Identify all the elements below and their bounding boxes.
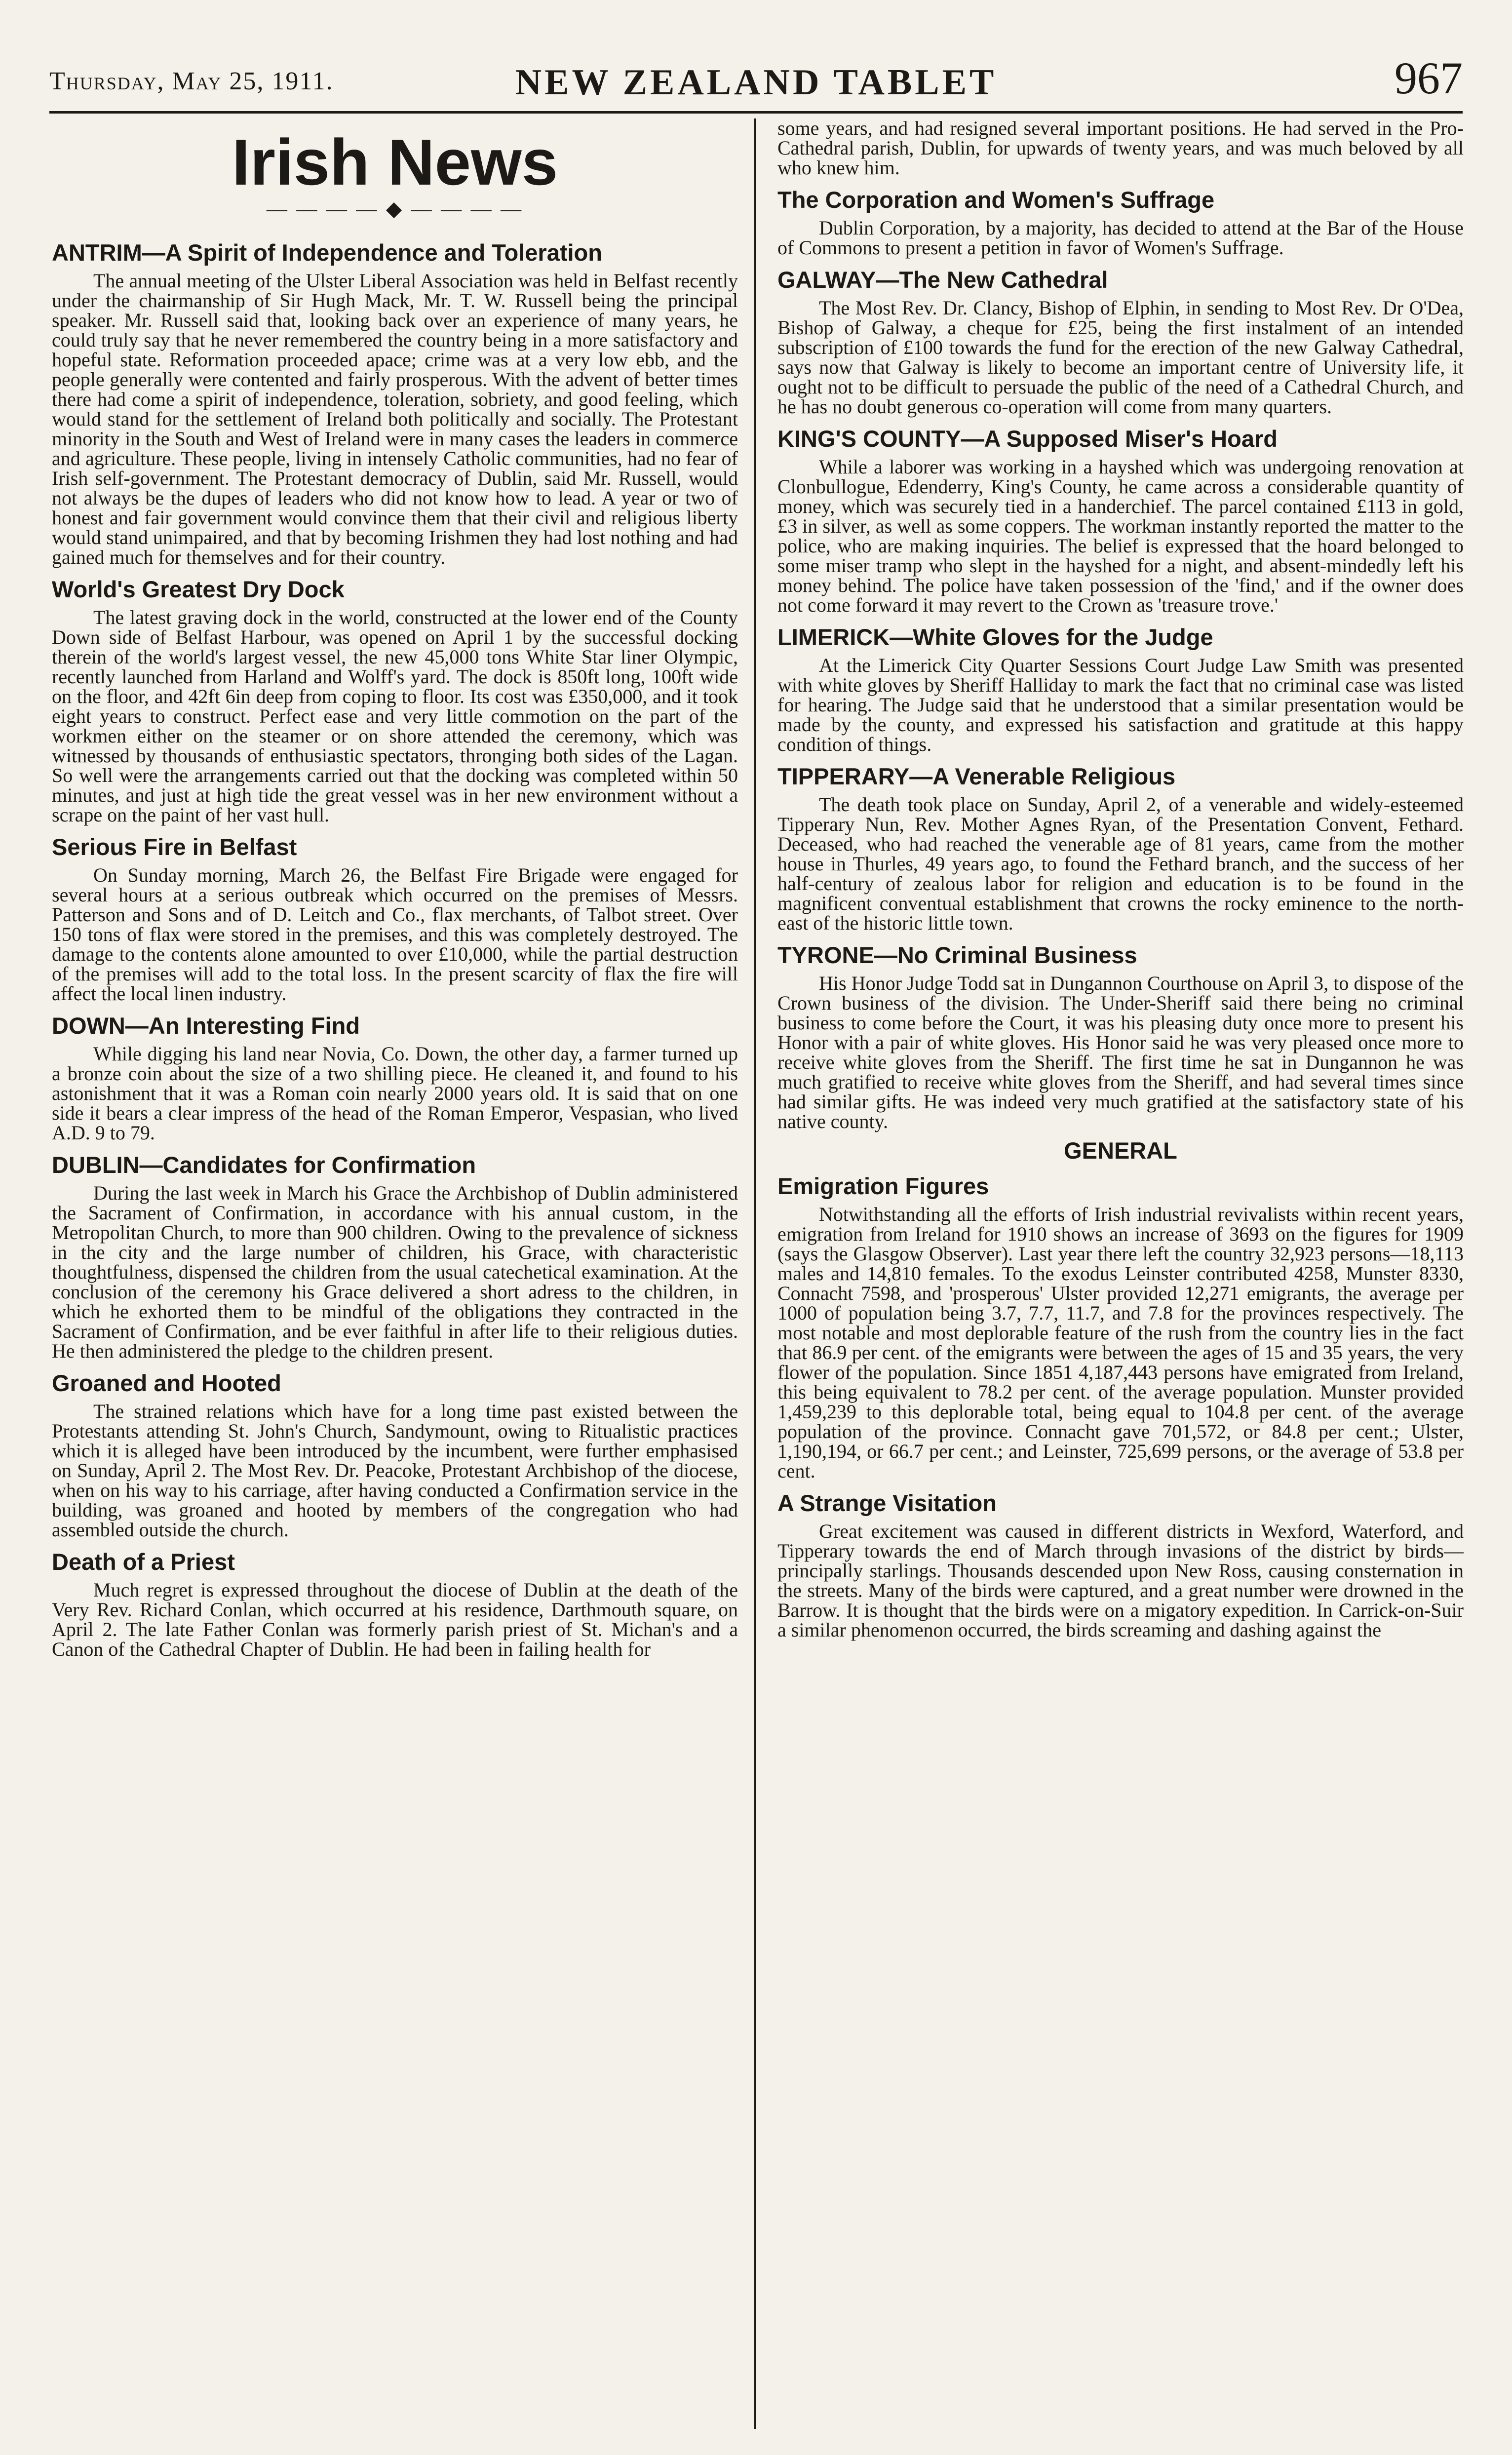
page-number: 967 bbox=[1395, 53, 1463, 103]
section-heading: TIPPERARY—A Venerable Religious bbox=[777, 763, 1176, 790]
newspaper-title: NEW ZEALAND TABLET bbox=[515, 62, 997, 103]
column-divider bbox=[754, 118, 756, 2429]
right-column bbox=[777, 118, 1464, 1640]
continued-paragraph: some years, and had resigned several important positions. He had served in the Pro-Cathedral parish, Dublin, for upwards of twenty years, and was much beloved by all who knew him. bbox=[777, 117, 1464, 179]
general-heading: GENERAL bbox=[1064, 1137, 1177, 1164]
section-heading: Serious Fire in Belfast bbox=[52, 833, 297, 860]
section-heading: GALWAY—The New Cathedral bbox=[777, 267, 1108, 293]
issue-date: Thursday, May 25, 1911. bbox=[49, 67, 334, 95]
left-column bbox=[52, 118, 738, 1659]
title-ornament: — — — — ◆ — — — — bbox=[266, 197, 524, 221]
article-paragraph: At the Limerick City Quarter Sessions Court Judge Law Smith was presented with white gloves by Sheriff Halliday to mark the fact that no criminal case was listed for hearing. The Judge said that he understood that a similar presentation would be made by the county, and expressed his satisfaction and gratitude at this happy condition of things. bbox=[777, 654, 1464, 756]
article-paragraph: While digging his land near Novia, Co. Down, the other day, a farmer turned up a bronze coin about the size of a two shilling piece. He cleaned it, and found to his astonishment that it was a Roman coin nearly 2000 years old. It is said that on one side it bears a clear impress of the head of the Roman Emperor, Vespasian, who lived A.D. 9 to 79. bbox=[52, 1042, 738, 1144]
article-paragraph: Much regret is expressed throughout the diocese of Dublin at the death of the Very Rev. Richard Conlan, which occurred at his residence, Darthmouth square, on April 2. The late Father Conlan was formerly parish priest of St. Michan's and a Canon of the Cathedral Chapter of Dublin. He had been in failing health for bbox=[52, 1578, 738, 1660]
article-paragraph: The latest graving dock in the world, constructed at the lower end of the County Down side of Belfast Harbour, was opened on April 1 by the successful docking therein of the world's largest vessel, the new 45,000 tons White Star liner Olympic, recently launched from Harland and Wolff's yard. The dock is 850ft long, 100ft wide on the floor, and 42ft 6in deep from coping to floor. Its cost was £350,000, and it took eight years to construct. Perfect ease and very little commotion on the part of the workmen either on the steamer or on shore attended the ceremony, which was witnessed by thousands of enthusiastic spectators, thronging both sides of the Lagan. So well were the arrangements carried out that the docking was completed within 50 minutes, and just at high tide the great vessel was in her new environment without a scrape on the paint of her vast hull. bbox=[52, 606, 738, 826]
article-paragraph: The death took place on Sunday, April 2, of a venerable and widely-esteemed Tipperary Nun, Rev. Mother Agnes Ryan, of the Presentation Convent, Fethard. Deceased, who had reached the venerable age of 81 years, came from the mother house in Thurles, 49 years ago, to found the Fethard branch, and the success of her half-century of zealous labor for religion and education is to be found in the magnificent conventual establishment that crowns the rocky eminence to the north-east of the historic little town. bbox=[777, 793, 1464, 935]
section-heading: Groaned and Hooted bbox=[52, 1369, 281, 1396]
article-paragraph: His Honor Judge Todd sat in Dungannon Courthouse on April 3, to dispose of the Crown business of the division. The Under-Sheriff said there being no criminal business to come before the Court, it was his pleasing duty once more to present his Honor with a pair of white gloves. His Honor said he was very pleased once more to receive white gloves from the Sheriff. The first time he sat in Dungannon he was much gratified to receive white gloves from the Sheriff, and had several times since had similar gifts. He was indeed very much gratified at the satisfactory state of his native county. bbox=[777, 972, 1464, 1133]
article-paragraph: On Sunday morning, March 26, the Belfast Fire Brigade were engaged for several hours at a serious outbreak which occurred on the premises of Messrs. Patterson and Sons and of D. Leitch and Co., flax merchants, of Talbot street. Over 150 tons of flax were stored in the premises, and this was completely destroyed. The damage to the contents alone amounted to over £10,000, while the partial destruction of the premises will add to the total loss. In the present scarcity of flax the fire will affect the local linen industry. bbox=[52, 863, 738, 1005]
article-paragraph: The Most Rev. Dr. Clancy, Bishop of Elphin, in sending to Most Rev. Dr O'Dea, Bishop of Galway, a cheque for £25, being the first instalment of an intended subscription of £100 towards the fund for the erection of the new Galway Cathedral, says now that Galway is likely to become an important centre of University life, it ought not to be difficult to persuade the public of the need of a Cathedral Church, and he has no doubt generous co-operation will come from many quarters. bbox=[777, 297, 1464, 418]
section-heading: TYRONE—No Criminal Business bbox=[777, 942, 1137, 969]
section-heading: DUBLIN—Candidates for Confirmation bbox=[52, 1151, 476, 1178]
article-paragraph: While a laborer was working in a hayshed which was undergoing renovation at Clonbullogue, Edenderry, King's County, he came across a considerable quantity of money, which was securely tied in a handerchief. The parcel contained £113 in gold, £3 in silver, as well as some coppers. The workman instantly reported the matter to the police, who are making inquiries. The belief is expressed that the hoard belonged to some miser tramp who slept in the hayshed for a night, and absent-mindedly left his money behind. The police have taken possession of the 'find,' and if the owner does not come forward it may revert to the Crown as 'treasure trove.' bbox=[777, 456, 1464, 617]
section-heading: Death of a Priest bbox=[52, 1548, 235, 1575]
section-heading: LIMERICK—White Gloves for the Judge bbox=[777, 624, 1213, 651]
article-paragraph: Notwithstanding all the efforts of Irish industrial revivalists within recent years, emigration from Ireland for 1910 shows an increase of 3693 on the figures for 1909 (says the Glasgow Observer). Last year there left the country 32,923 persons—18,113 males and 14,810 females. To the exodus Leinster contributed 4258, Munster 8330, Connacht 7598, and 'prosperous' Ulster provided 12,271 emigrants, the average per 1000 of population being 3.7, 7.7, 11.7, and 7.8 for the provinces respectively. The most notable and most deplorable feature of the rush from the country lies in the fact that 86.9 per cent. of the emigrants were between the ages of 15 and 35 years, the very flower of the population. Since 1851 4,187,443 persons have emigrated from Ireland, this being equivalent to 78.2 per cent. of the average population. Munster provided 1,459,239 to this deplorable total, being equal to 104.8 per cent. of the average population of the province. Connacht gave 701,572, or 84.8 per cent.; Ulster, 1,190,194, or 66.7 per cent.; and Leinster, 725,699 persons, or the average of 53.8 per cent. bbox=[777, 1203, 1464, 1482]
page-title: Irish News bbox=[232, 126, 558, 198]
article-paragraph: During the last week in March his Grace the Archbishop of Dublin administered the Sacrament of Confirmation, in accordance with his annual custom, in the Metropolitan Church, to more than 900 children. Owing to the prevalence of sickness in the city and the large number of children, his Grace, with characteristic thoughtfulness, dispensed the children from the usual catechetical examination. At the conclusion of the ceremony his Grace delivered a short adress to the children, in which he exhorted them to be mindful of the obligations they contracted in the Sacrament of Confirmation, and be ever faithful in after life to their religious duties. He then administered the pledge to the children present. bbox=[52, 1181, 738, 1362]
section-heading: ANTRIM—A Spirit of Independence and Toleration bbox=[52, 239, 602, 266]
article-paragraph: The strained relations which have for a long time past existed between the Protestants attending St. John's Church, Sandymount, owing to Ritualistic practices which it is alleged have been introduced by the incumbent, were further emphasised on Sunday, April 2. The Most Rev. Dr. Peacoke, Protestant Archbishop of the diocese, when on his way to his carriage, after having conducted a Confirmation service in the building, was groaned and hooted by members of the congregation who had assembled outside the church. bbox=[52, 1400, 738, 1541]
section-heading: KING'S COUNTY—A Supposed Miser's Hoard bbox=[777, 426, 1278, 452]
section-heading: Emigration Figures bbox=[777, 1173, 989, 1200]
article-paragraph: Dublin Corporation, by a majority, has decided to attend at the Bar of the House of Commons to present a petition in favor of Women's Suffrage. bbox=[777, 217, 1464, 259]
masthead bbox=[49, 52, 1463, 106]
section-heading: A Strange Visitation bbox=[777, 1490, 997, 1517]
article-paragraph: Great excitement was caused in different districts in Wexford, Waterford, and Tipperary towards the end of March through invasions of the district by birds—principally starlings. Thousands descended upon New Ross, causing consternation in the streets. Many of the birds were captured, and a great number were drowned in the Barrow. It is thought that the birds were on a migatory expedition. In Carrick-on-Suir a similar phenomenon occurred, the birds screaming and dashing against the bbox=[777, 1520, 1464, 1641]
section-heading: World's Greatest Dry Dock bbox=[52, 576, 345, 602]
section-heading: The Corporation and Women's Suffrage bbox=[777, 187, 1215, 213]
article-paragraph: The annual meeting of the Ulster Liberal Association was held in Belfast recently under the chairmanship of Sir Hugh Mack, Mr. T. W. Russell being the principal speaker. Mr. Russell said that, looking back over an experience of many years, he could truly say that he never remembered the country being in a more satisfactory and hopeful state. Reformation proceeded apace; crime was at a very low ebb, and the people generally were contented and fairly prosperous. With the advent of better times there had come a spirit of independence, toleration, sobriety, and good feeling, which would stand for the settlement of Ireland both politically and socially. The Protestant minority in the South and West of Ireland were in many cases the leaders in commerce and agriculture. These people, living in intensely Catholic communities, had no fear of Irish self-government. The Protestant democracy of Dublin, said Mr. Russell, would not always be the dupes of leaders who did not know how to lead. A year or two of honest and fair government would convince them that their civil and religious liberty would stand unimpaired, and that by becoming Irishmen they had lost nothing and had gained much for themselves and for their country. bbox=[52, 269, 738, 568]
section-heading: DOWN—An Interesting Find bbox=[52, 1012, 360, 1039]
header-rule bbox=[49, 111, 1463, 114]
